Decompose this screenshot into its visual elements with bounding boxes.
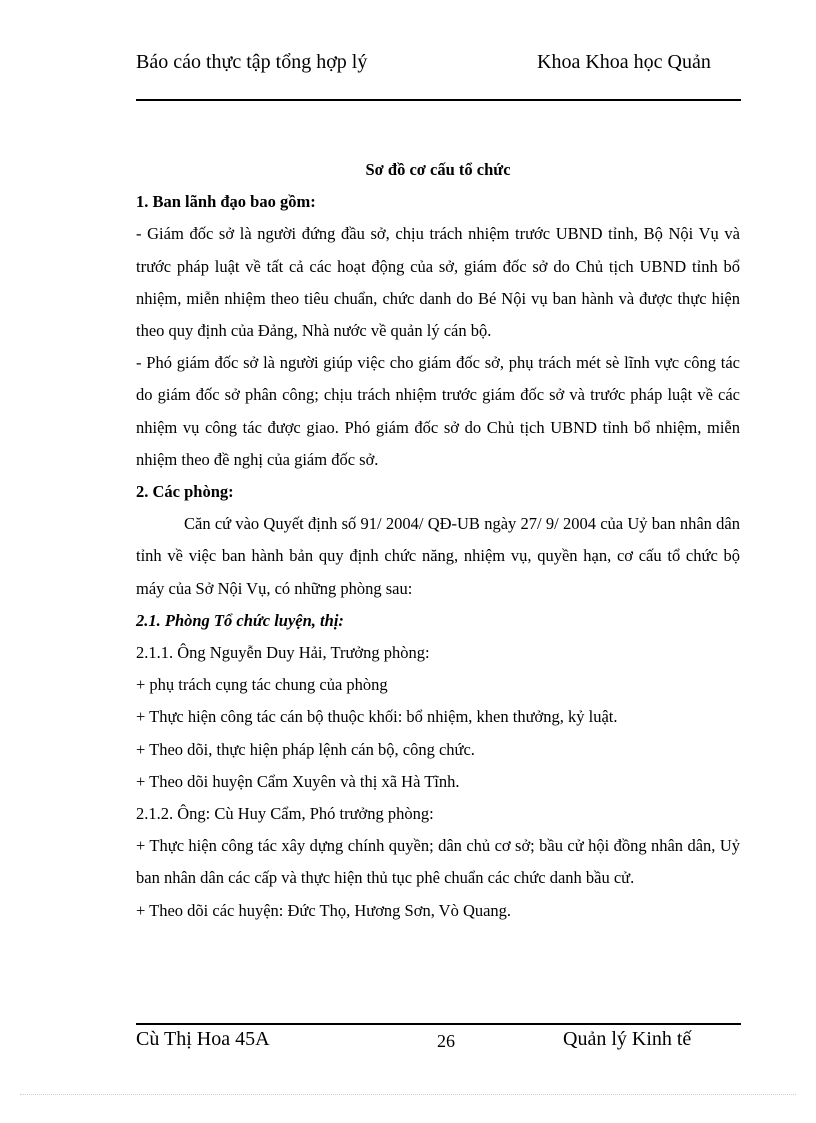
footer-left-text: Cù Thị Hoa 45A — [136, 1028, 270, 1050]
body-line: 2.1.2. Ông: Cù Huy Cẩm, Phó trưởng phòng: — [136, 804, 434, 824]
document-body — [136, 154, 740, 927]
header-left-text: Báo cáo thực tập tổng hợp lý — [136, 51, 368, 73]
footer-rule — [136, 1023, 741, 1025]
body-line: + Theo dõi, thực hiện pháp lệnh cán bộ, công chức. — [136, 739, 475, 759]
page-bottom-dotted-line — [20, 1094, 796, 1095]
body-line: + Thực hiện công tác xây dựng chính quyền; dân chủ cơ sở; bầu cử hội đồng nhân dân, Uỷ ban nhân dân các cấp và thực hiện thủ tục phê chuẩn các chức danh bầu cử. — [136, 836, 740, 888]
document-title: Sơ đồ cơ cấu tổ chức — [365, 160, 511, 179]
section-1-paragraph-1: - Giám đốc sở là người đứng đầu sở, chịu trách nhiệm trước UBND tỉnh, Bộ Nội Vụ và trước pháp luật về tất cả các hoạt động của sở, giám đốc sở do Chủ tịch UBND tỉnh bổ nhiệm, miễn nhiệm theo tiêu chuẩn, chức danh do Bé Nội vụ ban hành và được thực hiện theo quy định của Đảng, Nhà nước về quản lý cán bộ. — [136, 224, 740, 341]
section-1-heading: 1. Ban lãnh đạo bao gồm: — [136, 192, 316, 212]
footer-page-number: 26 — [437, 1031, 455, 1051]
body-line: + Theo dõi các huyện: Đức Thọ, Hương Sơn, Vò Quang. — [136, 900, 512, 920]
body-line: + Theo dõi huyện Cẩm Xuyên và thị xã Hà Tĩnh. — [136, 771, 460, 791]
section-2-heading: 2. Các phòng: — [136, 482, 234, 502]
body-line: 2.1.1. Ông Nguyễn Duy Hải, Trưởng phòng: — [136, 643, 430, 663]
header-rule — [136, 99, 741, 101]
section-1-paragraph-2: - Phó giám đốc sở là người giúp việc cho giám đốc sở, phụ trách mét sè lĩnh vực công tác do giám đốc sở phân công; chịu trách nhiệm trước giám đốc sở và trước pháp luật về các nhiệm vụ công tác được giao. Phó giám đốc sở do Chủ tịch UBND tỉnh bổ nhiệm, miễn nhiệm theo đề nghị của giám đốc sở. — [136, 353, 740, 469]
subsection-heading: 2.1. Phòng Tổ chức luyện, thị: — [136, 610, 344, 630]
section-2-paragraph: Căn cứ vào Quyết định số 91/ 2004/ QĐ-UB ngày 27/ 9/ 2004 của Uỷ ban nhân dân tỉnh về việc ban hành bản quy định chức năng, nhiệm vụ, quyền hạn, cơ cấu tổ chức bộ máy của Sở Nội Vụ, có những phòng sau: — [136, 514, 740, 598]
footer-right-text: Quản lý Kinh tế — [563, 1028, 692, 1050]
body-line: + Thực hiện công tác cán bộ thuộc khối: bổ nhiệm, khen thưởng, kỷ luật. — [136, 707, 618, 727]
body-line: + phụ trách cụng tác chung của phòng — [136, 675, 388, 695]
header-right-text: Khoa Khoa học Quản — [537, 51, 711, 73]
